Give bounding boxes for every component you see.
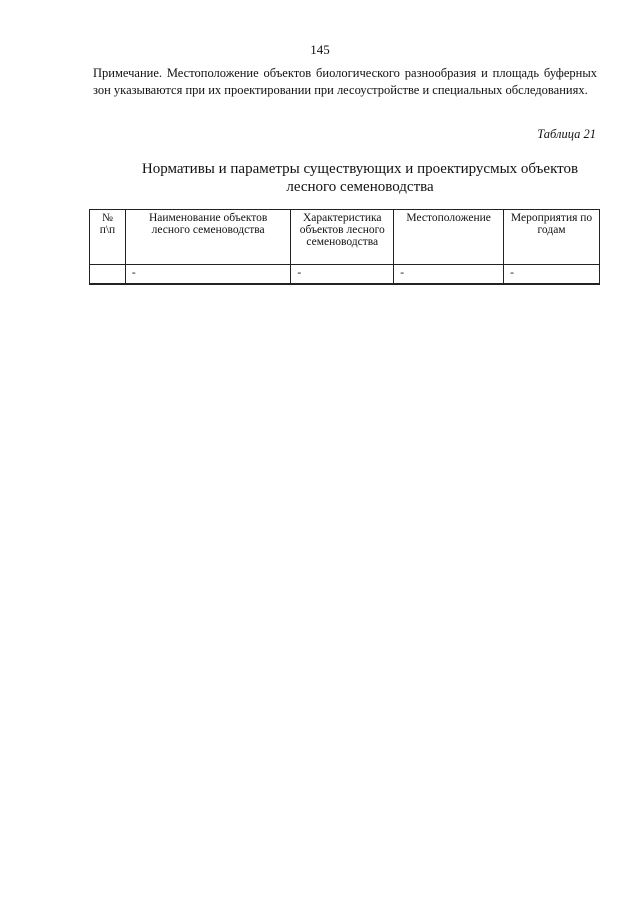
seed-objects-table <box>89 209 600 285</box>
header-location: Местоположение <box>394 210 504 265</box>
table-title-line-2: лесного семеноводства <box>286 179 434 195</box>
header-object-name: Наименование объектов лесного семеноводства <box>125 210 290 265</box>
cell-activities: - <box>504 265 600 285</box>
table-row <box>90 265 600 285</box>
table-title-line-1: Нормативы и параметры существующих и проектирусмых объектов <box>141 161 579 177</box>
header-activities: Мероприятия по годам <box>504 210 600 265</box>
cell-characteristic: - <box>291 265 394 285</box>
table-header-row <box>90 210 600 265</box>
note-paragraph: Примечание. Местоположение объектов биологического разнообразия и площадь буферных зон указываются при их проектировании при лесоустройстве и специальных обследованиях. <box>93 66 597 97</box>
table-title <box>0 160 640 196</box>
cell-location: - <box>394 265 504 285</box>
cell-object-name: - <box>125 265 290 285</box>
header-characteristic: Характеристика объектов лесного семеноводства <box>291 210 394 265</box>
table-label: Таблица 21 <box>537 127 596 141</box>
header-number: № п\п <box>90 210 126 265</box>
cell-number <box>90 265 126 285</box>
page-number: 145 <box>310 42 330 57</box>
